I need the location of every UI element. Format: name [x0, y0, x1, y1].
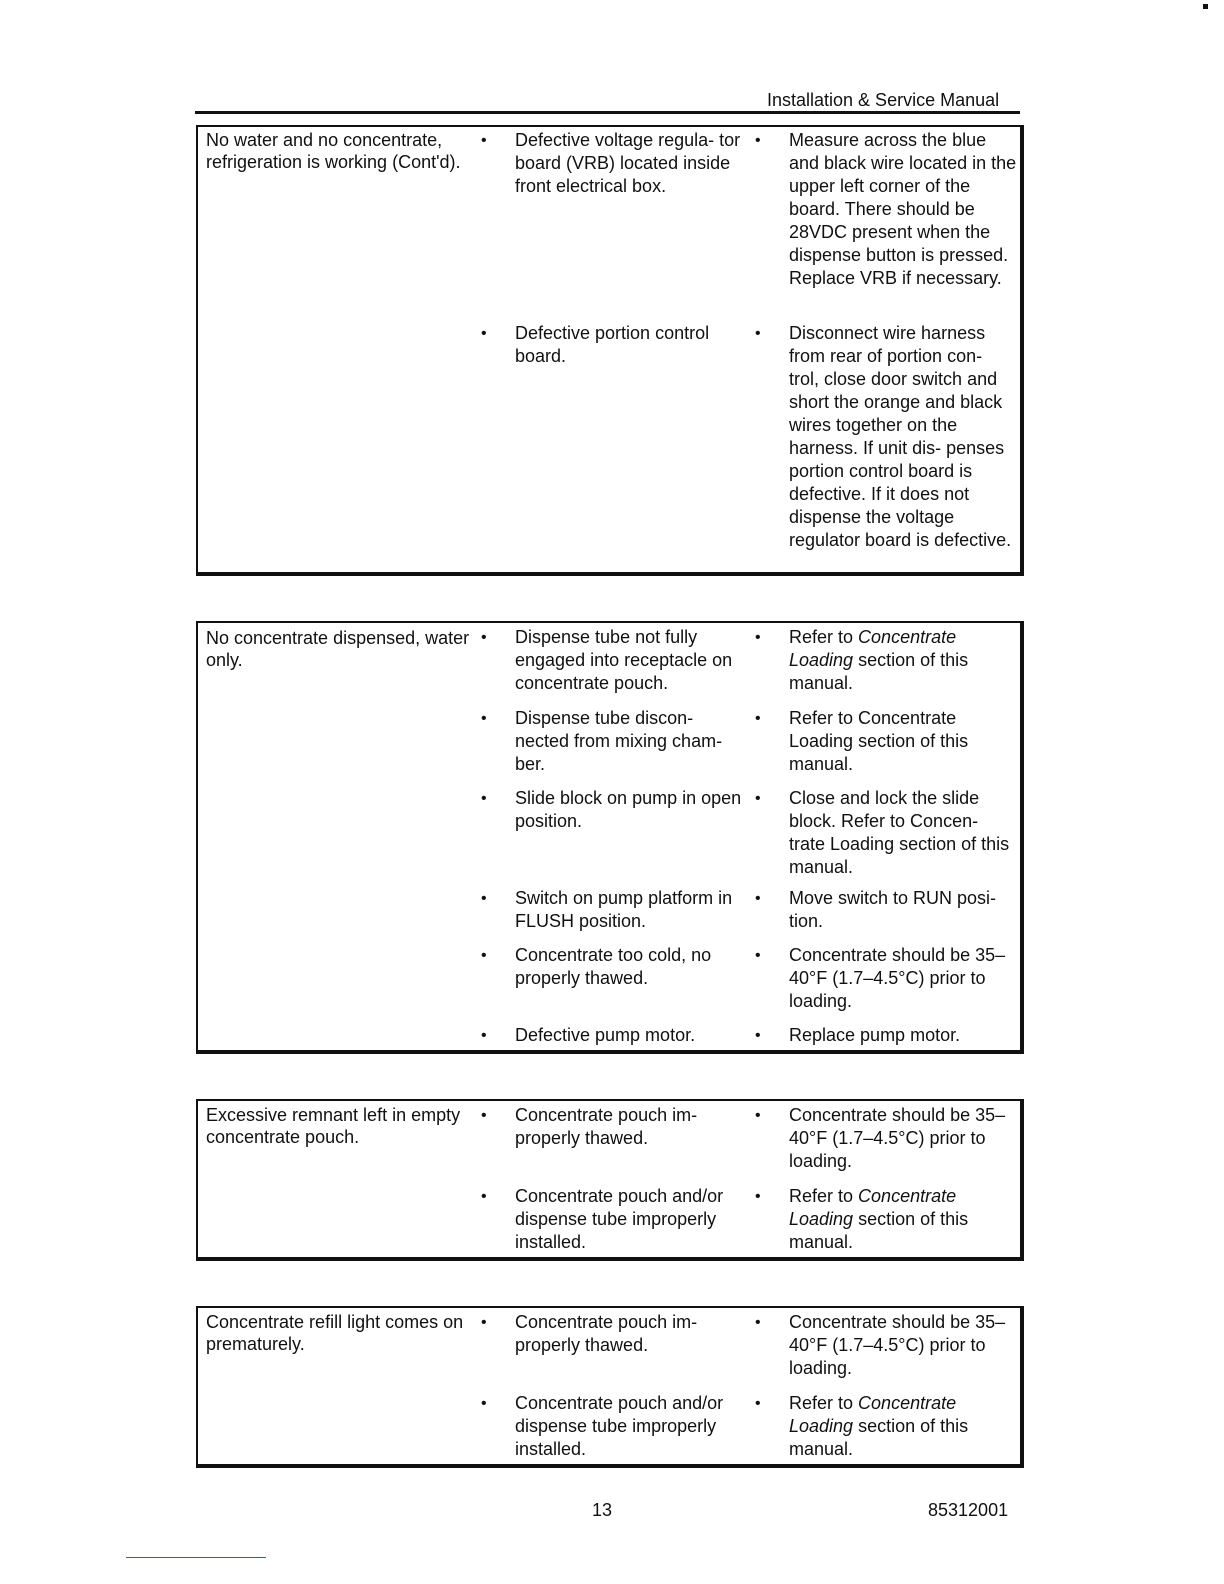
cause-text: Concentrate pouch and/or dispense tube improperly installed.	[515, 1186, 724, 1252]
bullet: •	[755, 1107, 761, 1124]
bullet: •	[481, 1188, 487, 1205]
cause-text: Defective pump motor.	[515, 1025, 696, 1045]
solution-text	[789, 1185, 1017, 1254]
cause-text: Concentrate pouch and/or dispense tube improperly installed.	[515, 1393, 724, 1459]
bullet: •	[755, 790, 761, 807]
problem-text: No water and no concentrate, refrigeration is working (Cont'd).	[206, 130, 461, 172]
solution-text-lead: Refer to	[789, 1186, 854, 1206]
bullet: •	[755, 890, 761, 907]
page-header-title: Installation & Service Manual	[767, 90, 1000, 110]
bullet: •	[481, 710, 487, 727]
header-rule	[195, 111, 1020, 114]
bullet: •	[755, 325, 761, 342]
cause-text: Slide block on pump in open position.	[515, 788, 742, 831]
bullet: •	[481, 1107, 487, 1124]
solution-text: Replace pump motor.	[789, 1025, 961, 1045]
bullet: •	[481, 325, 487, 342]
page-number: 13	[592, 1500, 613, 1520]
solution-text	[789, 626, 1017, 695]
bullet: •	[755, 1395, 761, 1412]
bullet: •	[481, 890, 487, 907]
solution-text-tail: section of this manual.	[789, 1416, 969, 1459]
problem-text: Concentrate refill light comes on prematurely.	[206, 1312, 464, 1354]
cause-text: Switch on pump platform in FLUSH position.	[515, 888, 733, 931]
solution-text-reference: Concentrate Loading	[789, 1393, 957, 1436]
solution-text-lead: Refer to	[789, 627, 854, 647]
solution-text: Move switch to RUN posi- tion.	[789, 888, 997, 931]
solution-text-reference: Concentrate Loading	[789, 1186, 957, 1229]
cause-text: Concentrate too cold, no properly thawed.	[515, 945, 712, 988]
problem-text: No concentrate dispensed, water only.	[206, 628, 470, 670]
scan-line	[126, 1557, 266, 1558]
solution-text	[789, 1392, 1017, 1461]
cause-text: Dispense tube discon- nected from mixing cham- ber.	[515, 708, 723, 774]
solution-text: Refer to Concentrate Loading section of this manual.	[789, 708, 969, 774]
cause-text: Concentrate pouch im- properly thawed.	[515, 1312, 698, 1355]
bullet: •	[481, 1027, 487, 1044]
troubleshooting-section	[196, 1099, 1024, 1261]
bullet: •	[755, 132, 761, 149]
bullet: •	[755, 1027, 761, 1044]
bullet: •	[755, 1314, 761, 1331]
troubleshooting-section	[196, 1306, 1024, 1468]
cause-text: Defective voltage regula- tor board (VRB) located inside front electrical box.	[515, 130, 741, 196]
solution-text: Close and lock the slide block. Refer to Concen- trate Loading section of this manual.	[789, 788, 1010, 877]
edge-mark	[1203, 4, 1208, 9]
cause-text: Dispense tube not fully engaged into receptacle on concentrate pouch.	[515, 627, 733, 693]
solution-text-tail: section of this manual.	[789, 650, 969, 693]
bullet: •	[481, 629, 487, 646]
solution-text: Concentrate should be 35–40°F (1.7–4.5°C) prior to loading.	[789, 1105, 1006, 1171]
cause-text: Defective portion control board.	[515, 323, 710, 366]
bullet: •	[481, 947, 487, 964]
bullet: •	[755, 947, 761, 964]
bullet: •	[755, 629, 761, 646]
problem-text: Excessive remnant left in empty concentrate pouch.	[206, 1105, 461, 1147]
solution-text: Concentrate should be 35–40°F (1.7–4.5°C) prior to loading.	[789, 945, 1006, 1011]
solution-text-lead: Refer to	[789, 1393, 854, 1413]
bullet: •	[481, 790, 487, 807]
solution-text: Disconnect wire harness from rear of portion con- trol, close door switch and short the orange and black wires together on the harness. If unit dis- penses portion control board is defective. If it does not dispense the voltage regulator board is defective.	[789, 323, 1012, 550]
cause-text: Concentrate pouch im- properly thawed.	[515, 1105, 698, 1148]
solution-text: Measure across the blue and black wire located in the upper left corner of the board. There should be 28VDC present when the dispense button is pressed. Replace VRB if necessary.	[789, 130, 1017, 288]
bullet: •	[481, 132, 487, 149]
solution-text: Concentrate should be 35–40°F (1.7–4.5°C) prior to loading.	[789, 1312, 1006, 1378]
bullet: •	[755, 1188, 761, 1205]
troubleshooting-section	[196, 621, 1024, 1054]
bullet: •	[481, 1314, 487, 1331]
bullet: •	[481, 1395, 487, 1412]
solution-text-tail: section of this manual.	[789, 1209, 969, 1252]
document-number: 85312001	[928, 1500, 1009, 1520]
solution-text-reference: Concentrate Loading	[789, 627, 957, 670]
troubleshooting-section	[196, 125, 1024, 576]
bullet: •	[755, 710, 761, 727]
